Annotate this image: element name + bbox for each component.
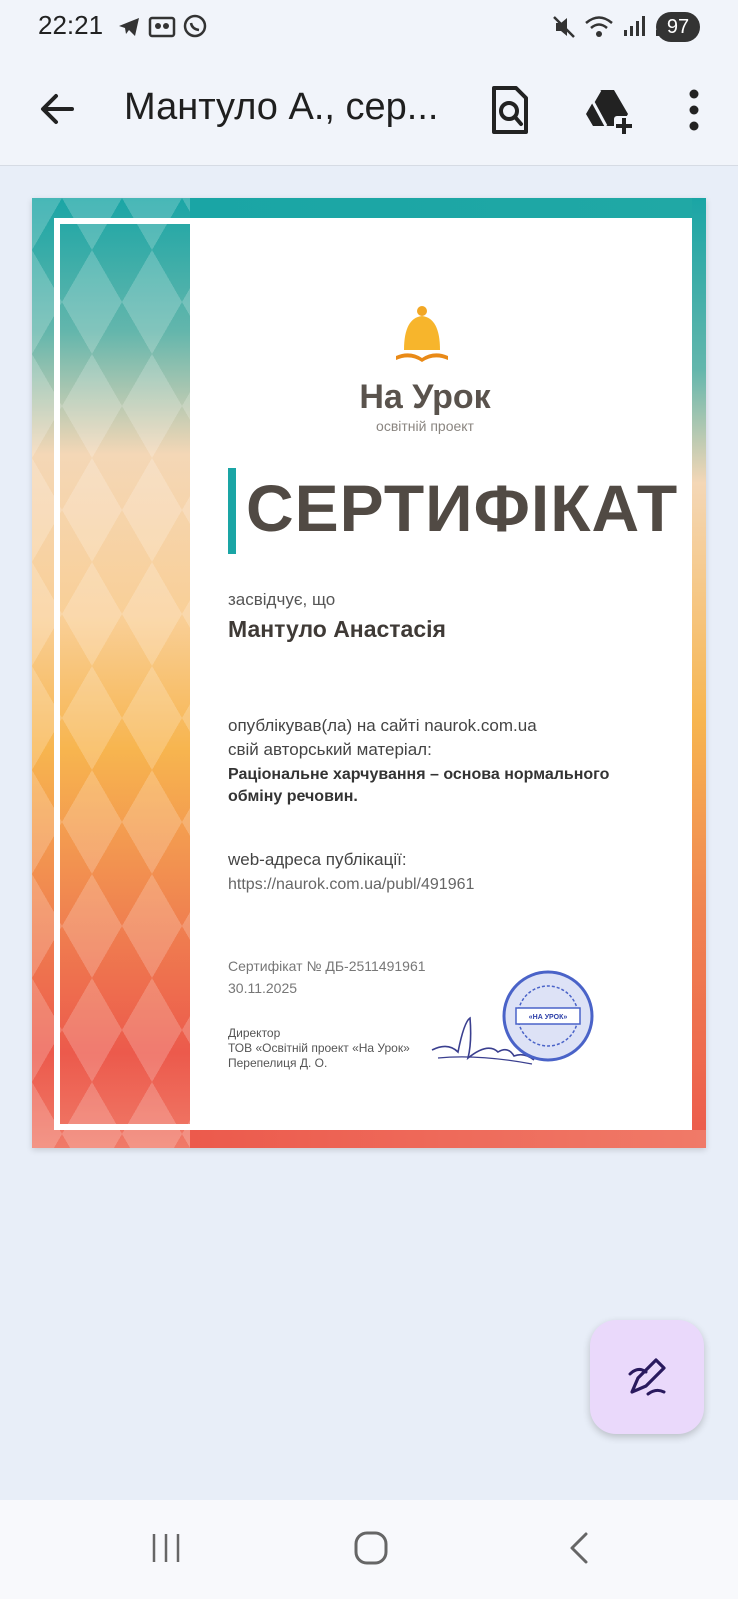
notification-icons	[116, 14, 208, 40]
mute-icon	[552, 14, 576, 40]
svg-text:«НА УРОК»: «НА УРОК»	[528, 1014, 568, 1021]
classroom-icon	[148, 14, 176, 40]
decorative-right-border	[692, 198, 706, 1148]
more-options-icon[interactable]	[674, 82, 714, 138]
find-in-document-icon[interactable]	[482, 82, 538, 138]
certificate-date: 30.11.2025	[228, 980, 298, 996]
certificate-content	[190, 218, 692, 1130]
recents-icon[interactable]	[148, 1530, 184, 1566]
signal-icon	[622, 14, 646, 40]
draw-edit-fab[interactable]	[590, 1320, 704, 1434]
material-title-line-2: обміну речовин.	[228, 788, 358, 805]
director-org: ТОВ «Освітній проект «На Урок»	[228, 1041, 410, 1055]
add-to-drive-icon[interactable]	[580, 82, 636, 138]
app-bar	[0, 56, 738, 166]
back-arrow-icon[interactable]	[32, 84, 82, 134]
viber-icon	[182, 14, 208, 40]
material-label: свій авторський матеріал:	[228, 740, 432, 759]
document-title: Мантуло А., сер...	[124, 86, 439, 128]
director-block	[228, 1026, 410, 1071]
publication-url[interactable]: https://naurok.com.ua/publ/491961	[228, 876, 475, 893]
material-title-line-1: Раціональне харчування – основа нормального	[228, 766, 610, 783]
official-stamp-icon	[500, 968, 596, 1064]
published-text: опублікував(ла) на сайті naurok.com.ua	[228, 716, 537, 735]
status-time: 22:21	[38, 10, 104, 40]
system-nav-bar	[0, 1500, 738, 1599]
title-accent-bar	[228, 468, 236, 554]
edit-draw-icon	[624, 1354, 670, 1400]
home-icon[interactable]	[353, 1530, 389, 1566]
certificate-title: СЕРТИФІКАТ	[246, 471, 679, 545]
logo-name: На Урок	[359, 378, 491, 416]
certificate-page	[32, 198, 706, 1148]
recipient-name: Мантуло Анастасія	[228, 616, 446, 642]
director-title: Директор	[228, 1026, 281, 1040]
director-name: Перепелиця Д. О.	[228, 1056, 328, 1070]
certificate-number: Сертифікат № ДБ-2511491961	[228, 958, 426, 974]
battery-indicator: 97	[656, 12, 700, 42]
material-title	[228, 764, 628, 808]
decorative-bottom-border	[190, 1130, 706, 1148]
decorative-top-border	[190, 198, 706, 218]
certifies-text: засвідчує, що	[228, 590, 336, 609]
back-icon[interactable]	[564, 1530, 594, 1566]
status-bar	[0, 0, 738, 56]
bell-logo-icon	[390, 304, 454, 374]
telegram-icon	[116, 14, 142, 40]
logo-subtitle: освітній проект	[376, 418, 474, 434]
web-address-label: web-адреса публікації:	[228, 850, 407, 869]
wifi-icon	[584, 14, 614, 40]
